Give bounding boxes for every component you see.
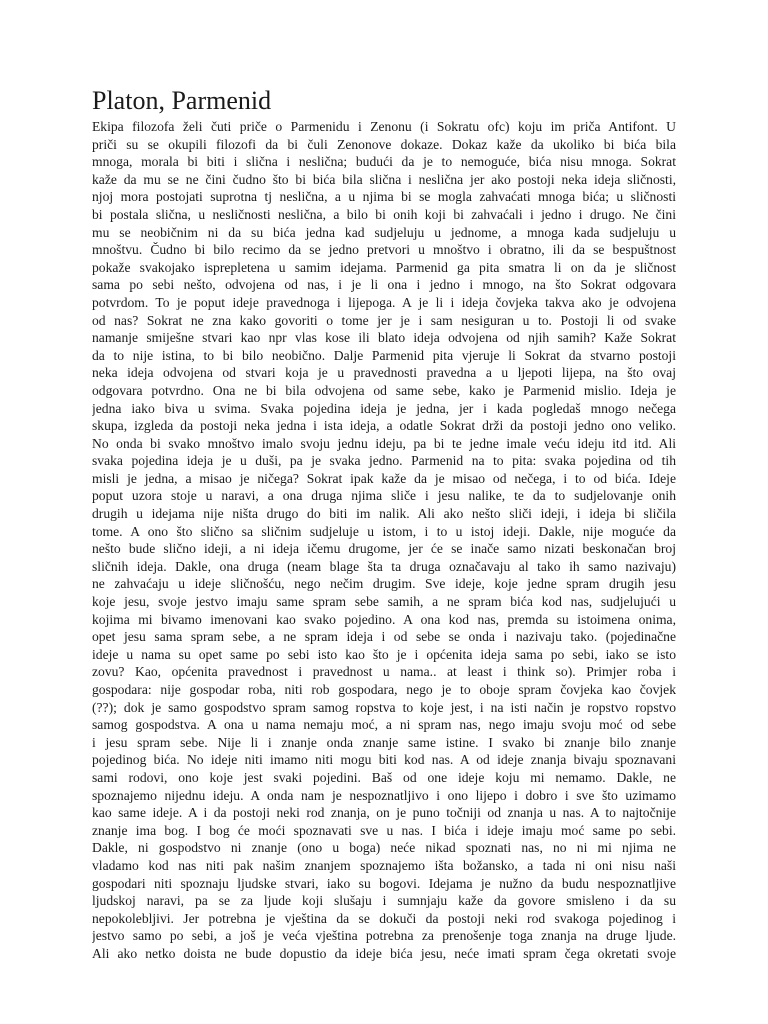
paragraph-line: nepokolebljivi. Jer potrebna je vještina da se dokuči da postoji neki rod svakoga pojedinog i (92, 910, 676, 926)
paragraph-line: Dakle, ni gospodstvo ni znanje (ono u boga) neće nikad spoznati nas, no ni mi njima ne (92, 840, 676, 856)
paragraph-line: bi postala slična, u nesličnosti neslična, a bilo bi onih koji bi zahvaćali i jedno i drugo. Ne čini (92, 206, 676, 222)
document-page (92, 84, 676, 963)
paragraph-line: nešto bude slično ideji, a ni ideja ičemu drugome, jer će se inače samo nizati beskonačan broj (92, 541, 676, 557)
paragraph-line: tome. A ono što slično sa sličnim sudjeluje u istom, i to u istoj ideji. Dakle, nije moguće da (92, 523, 676, 539)
paragraph-line: mnoštvu. Čudno bi bilo recimo da se jedno pretvori u mnoštvo i obratno, ili da se bespuštnost (92, 242, 676, 258)
paragraph-line: gospodara: nije gospodar roba, niti rob gospodara, nego je to oboje spram čovjeka kao čovjek (92, 682, 676, 697)
paragraph-line: jestvo samo po sebi, a još je veća vještina potrebna za prenošenje toga znanja na druge ljude. (92, 928, 676, 944)
paragraph-line: priči su se okupili filozofi da bi čuli Zenonove dokaze. Dokaz kaže da ukoliko bi bića bila (92, 136, 676, 152)
document-title: Platon, Parmenid (92, 86, 272, 115)
paragraph-line: i jesu spram sebe. Nije li i znanje onda znanje same istine. I svako bi znanje bilo znanje (92, 734, 676, 750)
paragraph-line: (??); dok je samo gospodstvo spram samog ropstva to koje jest, i na isti način je ropstvo ropstvo (92, 699, 676, 715)
paragraph-line: sama po sebi nešto, odvojena od nas, i je li ona i jedno i mnogo, na što Sokrat odgovara (92, 277, 676, 293)
paragraph-line: mu se neobičnim ni da su bića jedna kad sudjeluju u jednome, a mnoga kada sudjeluju u (92, 224, 676, 240)
paragraph-line: skupa, izgleda da postoji neka jedna i ista ideja, a odatle Sokrat drži da postoji jedno ono veliko. (92, 418, 676, 434)
paragraph-line: samog gospodstva. A ona u nama nemaju moć, a ni spram nas, nego imaju svoju moć od sebe (92, 717, 676, 733)
paragraph-line: pojedinog bića. No ideje niti imamo niti mogu biti kod nas. A od ideje znanja bivaju spoznavani (92, 752, 676, 768)
paragraph-line: njoj mora postojati suprotna tj neslična, a u njima bi se mogla zahvaćati mnoga bića; u sličnosti (92, 189, 676, 205)
paragraph-line: znanje ima bog. I bog će moći spoznavati sve u nas. I bića i ideje imaju moć same po sebi. (92, 822, 676, 838)
paragraph-line: da to nije istina, to bi bilo neobično. Dalje Parmenid pita vjeruje li Sokrat da stvarno postoji (92, 347, 676, 363)
paragraph-line: kojima mi bivamo imenovani kao svako pojedino. A ona kod nas, premda su istoimena onima, (92, 611, 676, 627)
paragraph-line: ljudskoj naravi, pa se za ljude koji slušaju i sumnjaju kaže da govore smisleno i da su (92, 893, 676, 909)
paragraph-line: neka ideja odvojena od stvari koja je u pravednosti pravedna a u ljepoti lijepa, na što ovaj (92, 365, 676, 381)
paragraph-line: ideje u nama su opet same po sebi isto kao što je i općenita ideja sama po sebi, iako se isto (92, 646, 676, 662)
paragraph-line: poput uzora stoje u naravi, a ona druga njima sliče i jesu nalike, te da to sudjelovanje onih (92, 488, 676, 504)
paragraph-line: Ekipa filozofa želi čuti priče o Parmenidu i Zenonu (i Sokratu ofc) koju im priča Antifont. U (92, 119, 676, 134)
paragraph-line: od nas? Sokrat ne zna kako govoriti o tome jer je i sam nesiguran u to. Postoji li od svake (92, 312, 676, 328)
paragraph-line: namanje smiješne stvari kao npr vlas kose ili blato ideja odvojena od njih samih? Kaže Sokrat (92, 330, 676, 346)
paragraph-line: spoznajemo nijednu ideju. A onda nam je nespoznatljivo i ono lijepo i dobro i sve što uzimamo (92, 787, 676, 803)
paragraph-line: kao same ideje. A i da postoji neki rod znanja, on je puno točniji od znanja u nas. A to najtočnije (92, 805, 676, 821)
paragraph-line: kaže da mu se ne čini čudno što bi bića bila slična i neslična jer ako postoji neka ideja sličnosti, (92, 171, 676, 187)
paragraph-line: mnoga, morala bi biti i slična i neslična; budući da je to nemoguće, bića nisu mnoga. Sokrat (92, 154, 676, 170)
paragraph-line: opet jesu sama spram sebe, a ne spram ideja i od sebe se onda i nazivaju tako. (pojedinačne (92, 629, 676, 645)
document-body (92, 118, 676, 963)
paragraph-line: koje jesu, svoje jestvo imaju same spram sebe samih, a ne spram bića kod nas, sudjelujući u (92, 594, 676, 610)
paragraph-line: sami rodovi, ono koje jest svaki pojedini. Baš od one ideje koju mi nemamo. Dakle, ne (92, 769, 676, 785)
paragraph-line: odgovara potvrdno. Ona ne bi bila odvojena od same sebe, kako je Parmenid mislio. Ideja je (92, 382, 676, 398)
paragraph-line: zovu? Kao, općenita pravednost i pravednost u nama.. at least i think so). Primjer roba i (92, 664, 676, 680)
paragraph-line: sličnih ideja. Dakle, ona druga (neam blage šta ta druga označavaju al tako ih samo nazivaju) (92, 558, 676, 574)
paragraph-line: No onda bi svako mnoštvo imalo svoju jednu ideju, pa bi te jedne imale veću ideju itd itd. Ali (92, 435, 676, 451)
paragraph-line: gospodari niti spoznaju ljudske stvari, iako su bogovi. Idejama je nužno da budu nespoznatljive (92, 875, 676, 891)
paragraph-line: Ali ako netko doista ne bude dopustio da ideje bića jesu, neće imati spram čega okretati svoje (92, 945, 676, 961)
paragraph-line: potvrdom. To je poput ideje pravednoga i lijepoga. A je li i ideja čovjeka takva ako je odvojena (92, 294, 676, 310)
paragraph-line: ne zahvaćaju u ideje sličnošću, nego nečim drugim. Sve ideje, koje jedne spram drugih jesu (92, 576, 676, 592)
paragraph-line: jedna iako biva u svima. Svaka pojedina ideja je jedna, jer i kada pogledaš mnogo nečega (92, 400, 676, 416)
paragraph-line: vladamo kod nas niti pak našim znanjem spoznajemo išta božansko, a tada ni oni nisu naši (92, 857, 676, 873)
paragraph-line: drugih u idejama nije ništa drugo do biti im nalik. Ali ako nešto sliči ideji, i ideja bi sličila (92, 506, 676, 522)
paragraph-line: pokaže svakojako isprepletena u samim idejama. Parmenid ga pita smatra li on da je sličnost (92, 259, 676, 275)
paragraph-line: misli je jedna, a misao je ničega? Sokrat ipak kaže da je misao od nečega, i to od bića. Ideje (92, 470, 676, 486)
paragraph-line: svaka pojedina ideja je u duši, pa je svaka jedno. Parmenid na to pita: svaka pojedina od tih (92, 453, 676, 469)
